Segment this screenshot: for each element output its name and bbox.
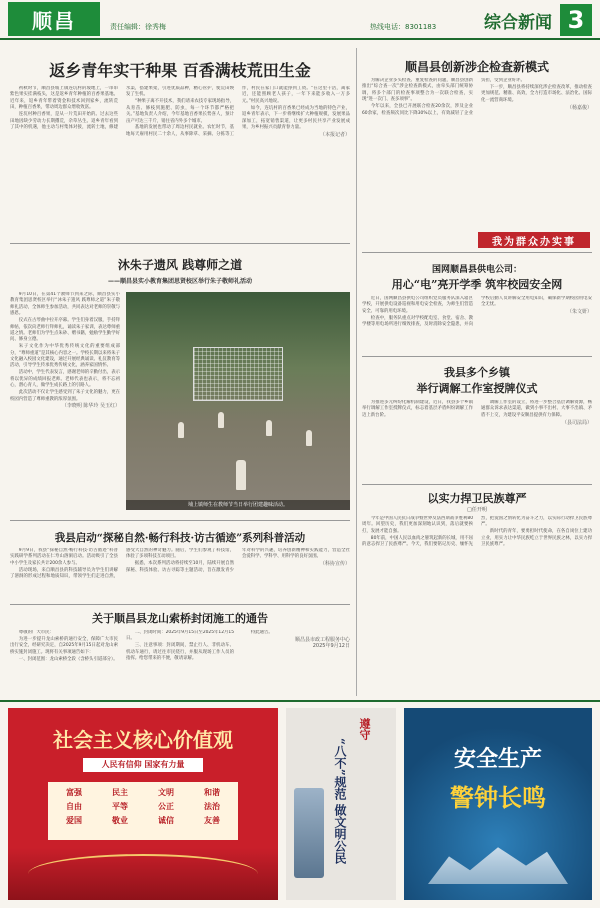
article3-body bbox=[10, 548, 350, 600]
ad3-line2: 警钟长鸣 bbox=[450, 783, 546, 812]
ad1-subtitle: 人民有信仰 国家有力量 bbox=[83, 758, 203, 772]
article4-para: 二、封闭时间：2025年9月15日至2025年12月15日。 bbox=[126, 630, 234, 642]
article8-para: 新时代的青年，要勇担时代使命，在各自岗位上建功立业，用实力让中华民族屹立于世界民族之林，以实力捍卫民族尊严。 bbox=[481, 529, 592, 548]
photo-figure bbox=[266, 420, 272, 436]
page-header bbox=[0, 0, 600, 40]
ad2-graphic bbox=[294, 788, 324, 878]
ad1-values-panel bbox=[48, 782, 238, 840]
article5-para: 为解决企业多头检查、重复检查的问题，顺昌县创新推出“综合查一次”涉企检查新模式，由牵头部门统筹协调，将多个部门的检查事项整合为一次联合检查，实现“进一次门、查多项事”。 bbox=[362, 78, 473, 103]
photo-figure bbox=[306, 430, 312, 446]
article8-author: □任开明 bbox=[467, 507, 487, 513]
article2-para: 仪式在古琴曲中拉开序幕。学生们身着汉服，手持拜师帖，依次向老师行拜师礼，诵读朱子家训，表达尊师重道之情。老师们为学生点朱砂、赠书籍，勉励学生勤学好问、修身立德。 bbox=[10, 318, 120, 343]
article5-byline: （杨嘉俊） bbox=[566, 104, 592, 111]
value-item: 和谐 bbox=[204, 788, 220, 797]
article7-para: 为推进多元纠纷化解机制建设，近日，我县多个乡镇举行调解工作室授牌仪式，标志着基层矛盾纠纷调解工作迈上新台阶。 bbox=[362, 400, 473, 418]
section-tag: 我为群众办实事 bbox=[478, 232, 590, 248]
article2-para: 此次活动不仅让学生感受到了朱子文化的魅力，更在校园内营造了尊师重教的浓厚氛围。 bbox=[10, 390, 120, 402]
article1-body bbox=[10, 86, 350, 236]
article7-title: 我县多个乡镇 bbox=[444, 366, 510, 379]
article4-para: 为进一步提升龙山索桥的通行安全，保障广大市民出行安全，经研究决定，自2025年9月15日起对龙山索桥实施封闭施工。现将有关事项通告如下： bbox=[10, 636, 118, 655]
article1-para: 如今，连坑村的百香果已经成为当地的特色产业，返乡青年表示，下一步将继续扩大种植规模，发展果品深加工，拓宽销售渠道，让更多村民共享产业发展成果，为乡村振兴贡献青春力量。 bbox=[242, 105, 350, 130]
article4-date: 2025年9月12日 bbox=[312, 643, 350, 650]
value-item: 文明 bbox=[158, 788, 174, 797]
value-item: 公正 bbox=[158, 802, 174, 811]
article1-para: 连坑村种百香果，是从一片荒田开始的。过去这些田地因缺少劳动力长期撂荒，杂草丛生。返乡青年看到了其中的机遇，他主动与村集体对接，流转土地，修建水渠，搭建果架，引进优质品种，精心管护，使荒田焕发了生机。 bbox=[10, 86, 234, 130]
article4-para: 特此通告。 bbox=[250, 630, 273, 635]
ad-divider bbox=[0, 700, 600, 702]
article3-byline: （科协宣传） bbox=[319, 561, 350, 568]
article7-body bbox=[362, 400, 592, 480]
safety-ad bbox=[404, 708, 592, 900]
article2-subtitle: ——顺昌县实小教育集团思贤校区举行朱子敬师礼活动 bbox=[107, 278, 252, 285]
divider bbox=[362, 252, 592, 253]
photo-figure bbox=[218, 412, 224, 428]
news-photo bbox=[126, 292, 350, 510]
article5-title: 顺昌县创新涉企检查新模式 bbox=[404, 60, 549, 74]
article8-title: 以实力捍卫民族尊严 bbox=[427, 492, 527, 505]
page-number: 3 bbox=[560, 4, 592, 36]
value-item: 自由 bbox=[66, 802, 82, 811]
article3-para: 活动现场，来自顺昌县的科技辅导员为学生们讲解了溶洞的形成过程和地质知识，带领学生们走进自然，感受大自然的神奇魅力。随后，学生们参观了科技馆，体验了多项科技互动项目。 bbox=[10, 548, 234, 580]
ad1-decoration bbox=[8, 848, 278, 900]
article6-title: 国网顺昌县供电公司： bbox=[431, 265, 522, 275]
value-item: 诚信 bbox=[158, 816, 174, 825]
photo-caption: 埔上镇师生在教师节当日举行团建趣味活动。 bbox=[126, 500, 350, 510]
article1-para: “种果子离不开技术，我们请来农技专家现场指导，从育苗、修枝到施肥、防虫，每一个环节都严格把关。”基地负责人介绍，今年基地百香果长势喜人，预计亩产可达三千斤，销往省内外多个城市。 bbox=[126, 99, 234, 124]
article6-body bbox=[362, 296, 592, 352]
value-item: 平等 bbox=[112, 802, 128, 811]
editor-credit: 责任编辑：徐秀梅 bbox=[110, 23, 166, 31]
article1-title: 返乡青年实干种果 百香满枝荒田生金 bbox=[49, 61, 311, 80]
ad2-vertical-1: 遵守 bbox=[358, 718, 371, 740]
article8-para: 80年前，中国人民以血肉之躯筑起新的长城，用不屈的意志捍卫了民族尊严。今天，我们要铭记历史、缅怀先烈，把爱国之情转化为奋斗之力，以实际行动捍卫民族尊严。 bbox=[362, 516, 592, 548]
great-wall-graphic bbox=[28, 854, 258, 894]
article4-para: 尊敬的广大市民： bbox=[18, 630, 54, 635]
article6-para: 近日，国网顺昌县供电公司组织党员服务队深入辖区学校，开展供电设备巡视和用电安全检查，为师生们营造安全、可靠的用电环境。 bbox=[362, 296, 473, 314]
divider bbox=[362, 484, 592, 485]
article5-body bbox=[362, 78, 592, 228]
value-item: 敬业 bbox=[112, 816, 128, 825]
article2-body bbox=[10, 292, 120, 514]
core-values-ad bbox=[8, 708, 278, 900]
value-item: 富强 bbox=[66, 788, 82, 797]
photo-figure bbox=[236, 460, 246, 490]
article1-para: 基地的发展也带动了周边村民就业。农忙时节，基地每天雇用村民二十余人，从事除草、采摘、分拣等工作，村民在家门口就能挣到工资。“在这里干活，离家近，还能照顾老人孩子，一年下来能多收入一万多元。”村民高兴地说。 bbox=[126, 86, 350, 137]
value-item: 友善 bbox=[204, 816, 220, 825]
ad2-vertical-2: “八不”规范 做文明公民 bbox=[333, 738, 347, 864]
article2-title: 沐朱子遗风 践尊师之道 bbox=[117, 258, 243, 272]
article6-para: 检查中，服务队重点对学校配电室、食堂、宿舍、教学楼等用电场所进行细致排查，及时消除安全隐患，并向学校后勤人员讲解安全用电知识，确保新学期校园用电安全无忧。 bbox=[362, 296, 592, 328]
column-divider bbox=[356, 48, 357, 696]
article8-body bbox=[362, 516, 592, 692]
article2-para: 朱子文化作为中华优秀传统文化的重要组成部分，“尊师重道”是其核心内容之一。学校长期以来将朱子文化融入校园文化建设，通过开展经典诵读、礼仪教育等活动，引导学生传承优秀传统文化，涵养家国情怀。 bbox=[10, 344, 120, 369]
section-name: 综合新闻 bbox=[484, 13, 552, 33]
article4-title: 关于顺昌县龙山索桥封闭施工的通告 bbox=[92, 612, 268, 625]
article4-signature: 顺昌县市政工程服务中心 bbox=[294, 636, 350, 643]
article7-title2: 举行调解工作室授牌仪式 bbox=[416, 382, 538, 395]
value-item: 爱国 bbox=[66, 816, 82, 825]
divider bbox=[10, 520, 350, 521]
civility-ad bbox=[286, 708, 396, 900]
logo-text: 顺昌 bbox=[32, 8, 76, 33]
article1-para: 初秋时节，顺昌县埔上镇连坑村的坡地上，一串串紫色果实挂满枝头，这是返乡青年种植的百香果基地。近年来，返乡青年带着资金和技术回到家乡，流转荒田，种植百香果，带动周边群众增收致富。 bbox=[10, 86, 118, 111]
article5-para: 下一步，顺昌县将持续深化涉企检查改革，推动检查更加规范、精准、高效，全力打造市场化、法治化、国际化一流营商环境。 bbox=[481, 84, 592, 103]
value-item: 法治 bbox=[204, 802, 220, 811]
article4-body bbox=[10, 630, 350, 694]
volleyball-net bbox=[193, 347, 283, 402]
article3-para: 9月9日，我县“探秘自然·畅行科技·访古循迹”科普实践研学系列活动在仁寿山溶洞启动。活动吸引了全县中小学生及家长共计200余人参与。 bbox=[10, 548, 118, 566]
article7-byline: （县司法局） bbox=[561, 419, 592, 426]
newspaper-logo bbox=[8, 2, 100, 36]
article7-para: 调解工作室的设立，将进一步整合基层调解资源，畅通群众诉求表达渠道，做到小事不出村、大事不出镇、矛盾不上交，为建设平安顺昌提供有力保障。 bbox=[481, 400, 592, 418]
ad3-line1: 安全生产 bbox=[453, 746, 542, 772]
hotline: 热线电话：8301183 bbox=[370, 23, 437, 31]
photo-figure bbox=[178, 422, 184, 438]
article5-para: 今年以来，全县已开展联合检查20余次，涉及企业60余家，检查频次同比下降30%以上，有效减轻了企业负担，受到企业好评。 bbox=[362, 78, 525, 116]
article3-title: 我县启动“探秘自然·畅行科技·访古循迹”系列科普活动 bbox=[54, 532, 306, 544]
divider bbox=[10, 604, 350, 605]
ad1-title: 社会主义核心价值观 bbox=[53, 728, 233, 752]
article4-para: 三、注意事项：封闭期间，禁止行人、非机动车、机动车通行，请过往市民绕行，并服从现场工作人员的指挥。给您带来的不便，敬请谅解。 bbox=[126, 643, 234, 662]
divider bbox=[10, 243, 350, 244]
article6-byline: （朱文妍） bbox=[566, 309, 592, 316]
article2-byline: （李晓明 陈华玲 吴玉红） bbox=[61, 403, 120, 410]
article4-para: 一、封闭范围：龙山索桥全段（含桥头引道部分）。 bbox=[18, 656, 118, 662]
article2-para: 9月10日，在第41个教师节到来之际，顺昌县实小教育集团思贤校区举行“沐朱子遗风 践尊师之道”朱子敬师礼活动，全体师生参加活动，共同表达对老师的崇敬与感恩。 bbox=[10, 292, 120, 317]
value-item: 民主 bbox=[112, 788, 128, 797]
article6-title2: 用心“电”亮开学季 筑牢校园安全网 bbox=[391, 278, 563, 291]
article8-para: 今年是中国人民抗日战争暨世界反法西斯战争胜利80周年。回望历史，我们更加深刻地认识到，落后就要挨打，发展才能自强。 bbox=[362, 516, 473, 534]
article1-byline: （本报记者） bbox=[319, 131, 350, 138]
article2-para: 活动中，学生代表发言，感谢老师的辛勤付出，表示将以优异的成绩回报老师。老师代表也表示，将不忘初心，潜心育人，做学生成长路上的引路人。 bbox=[10, 370, 120, 389]
values-grid bbox=[53, 787, 233, 826]
divider bbox=[362, 356, 592, 357]
article3-para: 据悉，本次系列活动将持续至10月，陆续开展自然探秘、科技体验、访古寻踪等主题活动，旨在激发青少年对科学的兴趣，培养创新精神和实践能力，营造全社会爱科学、学科学、用科学的良好氛围。 bbox=[126, 548, 350, 573]
